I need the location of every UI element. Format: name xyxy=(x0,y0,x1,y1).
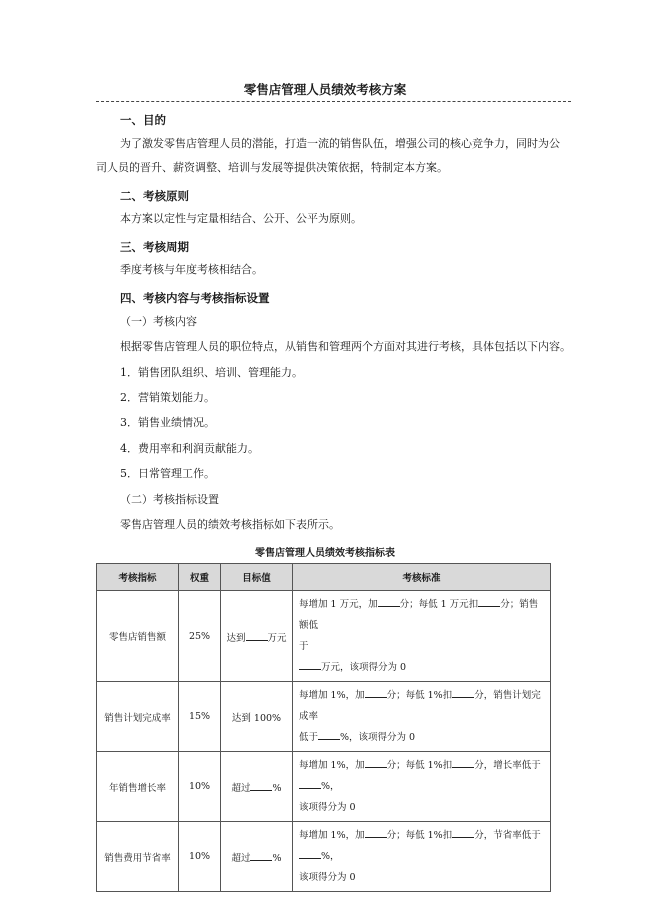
target-prefix: 超过 xyxy=(231,783,251,794)
target-suffix: 万元 xyxy=(267,632,287,644)
section-heading-period: 三、考核周期 xyxy=(120,240,189,254)
blank-field xyxy=(299,658,321,670)
cell-standard xyxy=(293,822,551,892)
content-intro: 根据零售店管理人员的职位特点，从销售和管理两个方面对其进行考核，具体包括以下内容。 xyxy=(120,340,571,353)
cell-weight: 25% xyxy=(179,591,221,682)
indicator-table xyxy=(96,563,551,892)
blank-field xyxy=(452,756,474,768)
section-heading-content: 四、考核内容与考核指标设置 xyxy=(120,291,270,305)
target-suffix: % xyxy=(272,853,282,864)
blank-field xyxy=(299,777,321,789)
title-divider xyxy=(96,101,571,102)
table-row xyxy=(97,682,551,752)
list-item: 3．销售业绩情况。 xyxy=(120,416,215,429)
cell-indicator: 销售费用节省率 xyxy=(97,822,179,892)
principles-text: 本方案以定性与定量相结合、公开、公平为原则。 xyxy=(120,212,362,225)
blank-field xyxy=(452,686,474,698)
table-row xyxy=(97,591,551,682)
purpose-text-line2: 司人员的晋升、薪资调整、培训与发展等提供决策依据，特制定本方案。 xyxy=(96,161,448,174)
list-item: 5．日常管理工作。 xyxy=(120,467,215,480)
standard-text: 每增加 1%，加 xyxy=(299,760,365,771)
standard-text: 分，节省率低于 xyxy=(474,830,541,841)
table-row xyxy=(97,822,551,892)
blank-field xyxy=(250,849,272,861)
standard-text: 低于 xyxy=(299,732,319,743)
standard-text: 分；每低 1 万元扣 xyxy=(399,599,479,610)
cell-target xyxy=(221,752,293,822)
document-title: 零售店管理人员绩效考核方案 xyxy=(243,82,407,97)
cell-target xyxy=(221,591,293,682)
standard-text: 分；每低 1%扣 xyxy=(386,690,453,701)
standard-text: 分；每低 1%扣 xyxy=(386,830,453,841)
standard-text: 每增加 1%，加 xyxy=(299,690,365,701)
standard-text: 于 xyxy=(299,641,309,652)
list-item: 4．费用率和利润贡献能力。 xyxy=(120,442,259,455)
blank-field xyxy=(365,756,387,768)
blank-field xyxy=(250,779,272,791)
header-target: 目标值 xyxy=(221,564,293,591)
table-caption: 零售店管理人员绩效考核指标表 xyxy=(255,548,395,559)
subheading-indicators: （二）考核指标设置 xyxy=(120,493,219,506)
standard-text: 分；销售额低 xyxy=(299,599,539,631)
header-weight: 权重 xyxy=(179,564,221,591)
purpose-text-line1: 为了激发零售店管理人员的潜能，打造一流的销售队伍，增强公司的核心竞争力，同时为公 xyxy=(120,137,560,150)
cell-indicator: 销售计划完成率 xyxy=(97,682,179,752)
cell-standard xyxy=(293,682,551,752)
section-heading-purpose: 一、目的 xyxy=(120,113,166,127)
header-standard: 考核标准 xyxy=(293,564,551,591)
target-prefix: 超过 xyxy=(231,853,251,864)
period-text: 季度考核与年度考核相结合。 xyxy=(120,263,263,276)
standard-text: 每增加 1 万元，加 xyxy=(299,599,378,610)
list-item: 2．营销策划能力。 xyxy=(120,391,215,404)
cell-target: 达到 100% xyxy=(221,682,293,752)
section-heading-principles: 二、考核原则 xyxy=(120,189,189,203)
standard-text: %，该项得分为 0 xyxy=(340,732,416,743)
blank-field xyxy=(452,826,474,838)
cell-weight: 10% xyxy=(179,822,221,892)
cell-standard xyxy=(293,752,551,822)
cell-weight: 10% xyxy=(179,752,221,822)
standard-text: 万元，该项得分为 0 xyxy=(321,662,407,673)
header-indicator: 考核指标 xyxy=(97,564,179,591)
standard-text: 分，增长率低于 xyxy=(474,760,541,771)
list-item: 1．销售团队组织、培训、管理能力。 xyxy=(120,366,303,379)
blank-field xyxy=(378,595,400,607)
standard-text: 分，销售计划完成率 xyxy=(299,690,541,722)
table-row xyxy=(97,752,551,822)
standard-text: 每增加 1%，加 xyxy=(299,830,365,841)
target-suffix: % xyxy=(272,783,282,794)
blank-field xyxy=(365,686,387,698)
standard-text: %， xyxy=(321,781,340,792)
standard-text: 分；每低 1%扣 xyxy=(386,760,453,771)
cell-indicator: 年销售增长率 xyxy=(97,752,179,822)
table-intro: 零售店管理人员的绩效考核指标如下表所示。 xyxy=(120,518,340,531)
cell-weight: 15% xyxy=(179,682,221,752)
cell-target xyxy=(221,822,293,892)
blank-field xyxy=(299,847,321,859)
blank-field xyxy=(318,728,340,740)
blank-field xyxy=(246,629,268,641)
cell-indicator: 零售店销售额 xyxy=(97,591,179,682)
standard-text: %， xyxy=(321,851,340,862)
standard-text: 该项得分为 0 xyxy=(299,802,356,813)
cell-standard xyxy=(293,591,551,682)
blank-field xyxy=(365,826,387,838)
standard-text: 该项得分为 0 xyxy=(299,872,356,883)
target-prefix: 达到 xyxy=(226,632,246,644)
blank-field xyxy=(478,595,500,607)
table-header-row xyxy=(97,564,551,591)
subheading-content: （一）考核内容 xyxy=(120,315,197,328)
